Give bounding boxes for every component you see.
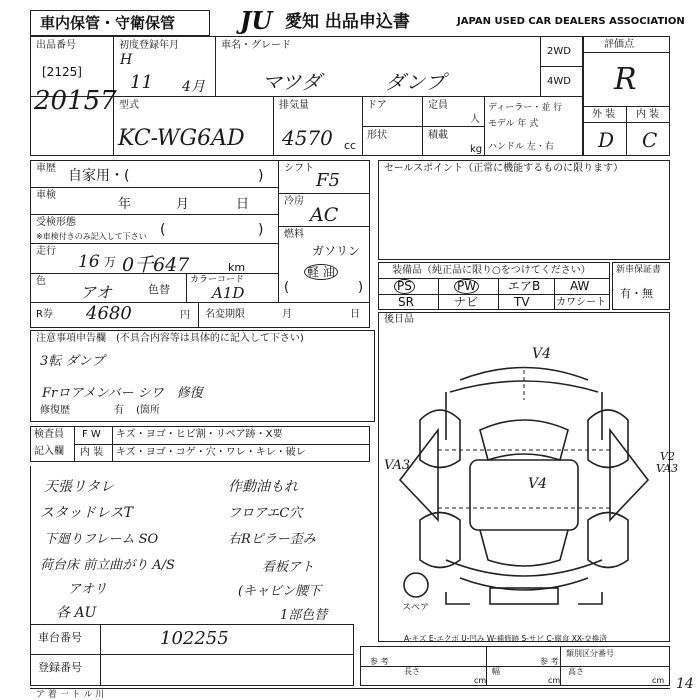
sales-point-label: セールスポイント（正常に機能するものに限ります） (384, 163, 624, 174)
car-maker: マツダ (262, 70, 322, 94)
inspection-type-note: ※車検付きのみ記入して下さい (36, 232, 147, 241)
drive-4wd: 4WD (547, 76, 571, 87)
footer-text: ア 着 一 ト ル 川 (36, 690, 105, 700)
remark-1: 天張リタレ (44, 479, 114, 495)
shape-label: 形状 (367, 130, 387, 141)
remark-8: 看板アト (262, 560, 315, 575)
diagram-mark-top: V4 (532, 346, 552, 362)
inspection-type-close: ) (258, 222, 264, 238)
fuel-label: 燃料 (284, 229, 304, 240)
remark-11: 各 AU (56, 605, 97, 621)
dealer-label: ディーラー・並 行 (488, 103, 563, 113)
notes-line2: Frロアメンバー シワ 修復 (42, 386, 203, 401)
recycle-label: R券 (36, 309, 53, 320)
equip-tv: TV (514, 295, 530, 309)
dimension-cm2: cm (548, 676, 561, 685)
dimension-length: 長さ (404, 667, 420, 676)
exterior-label: 外 装 (592, 109, 616, 120)
mileage-unit: km (228, 261, 246, 274)
damage-legend: A-キズ E-エクボ U-凹み W-補修跡 S-サビ C-腐食 XX-交換済 (404, 634, 607, 643)
registration-era: H (120, 52, 133, 68)
remark-5: 下廻りフレーム SO (44, 532, 159, 547)
transfer-day: 日 (350, 309, 360, 320)
diagram-mark-right2: V2 (660, 450, 675, 463)
lot-sub-number: [2125] (42, 65, 82, 79)
transfer-month: 月 (282, 309, 292, 320)
equipment-title: 装備品（純正品に限り○をつけてください） (392, 265, 591, 276)
lot-number-value: 20157 (34, 86, 117, 116)
fuel-options: 軽 油 (304, 264, 338, 280)
fuel-value: ガソリン (312, 244, 361, 258)
equip-pw: PW (454, 279, 479, 294)
diagram-mark-center: V4 (528, 476, 548, 492)
score-value: R (614, 62, 637, 97)
displacement-label: 排気量 (279, 100, 309, 111)
inspector-interior-items: キズ・ヨゴ・コゲ・穴・ワレ・キレ・破レ (116, 447, 306, 458)
recycle-unit: 円 (180, 310, 190, 321)
interior-label: 内 装 (636, 109, 660, 120)
diagram-mark-left: VA3 (384, 458, 411, 473)
class-number-label: 類別区分番号 (566, 649, 614, 658)
car-name-label: 車名・グレード (221, 40, 291, 51)
handle-label: ハンドル 左・右 (488, 142, 554, 152)
inspection-type-label: 受検形態 (36, 217, 76, 228)
mileage-man: 16 (78, 252, 100, 272)
displacement-value: 4570 (282, 126, 333, 150)
form-title: 愛知 出品申込書 (285, 12, 410, 32)
remark-7: 荷台床 前立曲がり A/S (40, 558, 175, 573)
remark-4: フロアエC穴 (228, 506, 303, 521)
chassis-value: 102255 (160, 628, 229, 649)
inspector-label1: 検査員 (34, 429, 64, 440)
registration-year: 11 (130, 72, 153, 93)
mileage-man-unit: 万 (104, 255, 117, 269)
color-code-value: A1D (212, 284, 245, 302)
registration-month: 4月 (182, 79, 205, 95)
remark-12: 1部色替 (280, 608, 328, 623)
remark-9: アオリ (68, 582, 107, 597)
shift-value: F5 (316, 170, 340, 191)
dimension-height: 高さ (568, 667, 584, 676)
notes-line1: 3転 ダンプ (40, 354, 105, 369)
spare-label: スペア (402, 603, 430, 613)
door-label: ドア (367, 100, 387, 111)
margin-note: 14 (676, 676, 694, 692)
postscript-label: 後日品 (384, 314, 414, 325)
kg-unit: kg (470, 144, 483, 155)
registration-label: 初度登録年月 (119, 40, 179, 51)
person-unit: 人 (470, 114, 480, 125)
equip-navi: ナビ (454, 295, 479, 309)
class-ref-label: 参 考 (540, 657, 559, 666)
lot-number-label: 出品番号 (36, 40, 76, 51)
remark-6: 右Rピラー歪み (228, 532, 316, 547)
shift-label: シフト (284, 163, 314, 174)
color-label: 色 (36, 276, 46, 287)
type-label: 型式 (119, 100, 139, 111)
inspection-month: 月 (176, 197, 190, 212)
remark-10: (キャビン腰下 (238, 584, 322, 599)
history-close: ) (258, 168, 264, 184)
remark-2: 作動油もれ (228, 479, 298, 495)
recycle-value: 4680 (86, 303, 132, 324)
cc-unit: cc (344, 139, 357, 152)
paint-change-label: 色替 (148, 283, 170, 296)
aircon-label: 冷房 (284, 196, 304, 207)
dimension-cm3: cm (652, 676, 665, 685)
type-value: KC-WG6AD (118, 126, 245, 151)
inspection-type-open: ( (160, 222, 166, 238)
repair-label: 修復歴 (40, 405, 70, 416)
model-year-label: モデル 年 式 (488, 119, 539, 129)
color-code-label: カラーコード (190, 275, 245, 285)
notes-label: 注意事項申告欄 (不具合内容等は具体的に記入して下さい) (36, 333, 304, 344)
remark-3: スタッドレスT (40, 505, 133, 521)
drive-2wd: 2WD (547, 46, 571, 57)
inspection-day: 日 (236, 197, 250, 212)
exterior-value: D (598, 128, 615, 152)
dimension-width: 幅 (492, 667, 500, 676)
storage-badge-text: 車内保管・守衛保管 (40, 14, 176, 32)
dimension-ref-label: 参 考 (370, 657, 389, 666)
inspector-label2: 記入欄 (34, 446, 64, 457)
transfer-label: 名変期限 (205, 309, 245, 320)
registration-number-label: 登録番号 (38, 661, 82, 674)
car-model: ダンプ (385, 70, 446, 94)
mileage-label: 走行 (36, 246, 56, 257)
association-name: JAPAN USED CAR DEALERS ASSOCIATION (457, 16, 685, 27)
capacity-label: 定員 (428, 100, 448, 111)
inspector-fw-items: キズ・ヨゴ・ヒビ割・リペア跡・X要 (116, 429, 283, 440)
equip-leather: カワシート (556, 297, 606, 308)
mileage-value: 0千647 (122, 254, 190, 276)
equip-sr: SR (398, 295, 414, 309)
inspection-label: 車検 (36, 190, 56, 201)
repair-value: 有 (114, 405, 124, 416)
inspector-fw-label: F W (82, 429, 101, 440)
equip-ps: PS (394, 279, 415, 294)
equip-airbag: エアB (508, 279, 541, 293)
diagram-mark-right: VA3 (656, 462, 679, 475)
inspector-interior-label: 内 装 (80, 447, 104, 458)
score-label: 評価点 (604, 39, 634, 50)
ju-logo-icon: JU (240, 6, 273, 35)
interior-value: C (642, 128, 658, 152)
repair-place: (箇所 (136, 405, 160, 416)
dimension-cm1: cm (474, 676, 487, 685)
warranty-value: 有・無 (620, 287, 653, 300)
warranty-label: 新車保証書 (616, 265, 662, 275)
color-value: アオ (80, 283, 112, 302)
sales-point-box (378, 160, 670, 260)
inspection-year: 年 (118, 197, 132, 212)
history-label: 車歴 (36, 163, 56, 174)
history-value: 自家用・( (68, 168, 130, 184)
aircon-value: AC (310, 204, 339, 226)
load-label: 積載 (428, 130, 448, 141)
chassis-label: 車台番号 (38, 631, 82, 644)
car-diagram-icon (380, 330, 668, 630)
equip-aw: AW (570, 279, 590, 293)
